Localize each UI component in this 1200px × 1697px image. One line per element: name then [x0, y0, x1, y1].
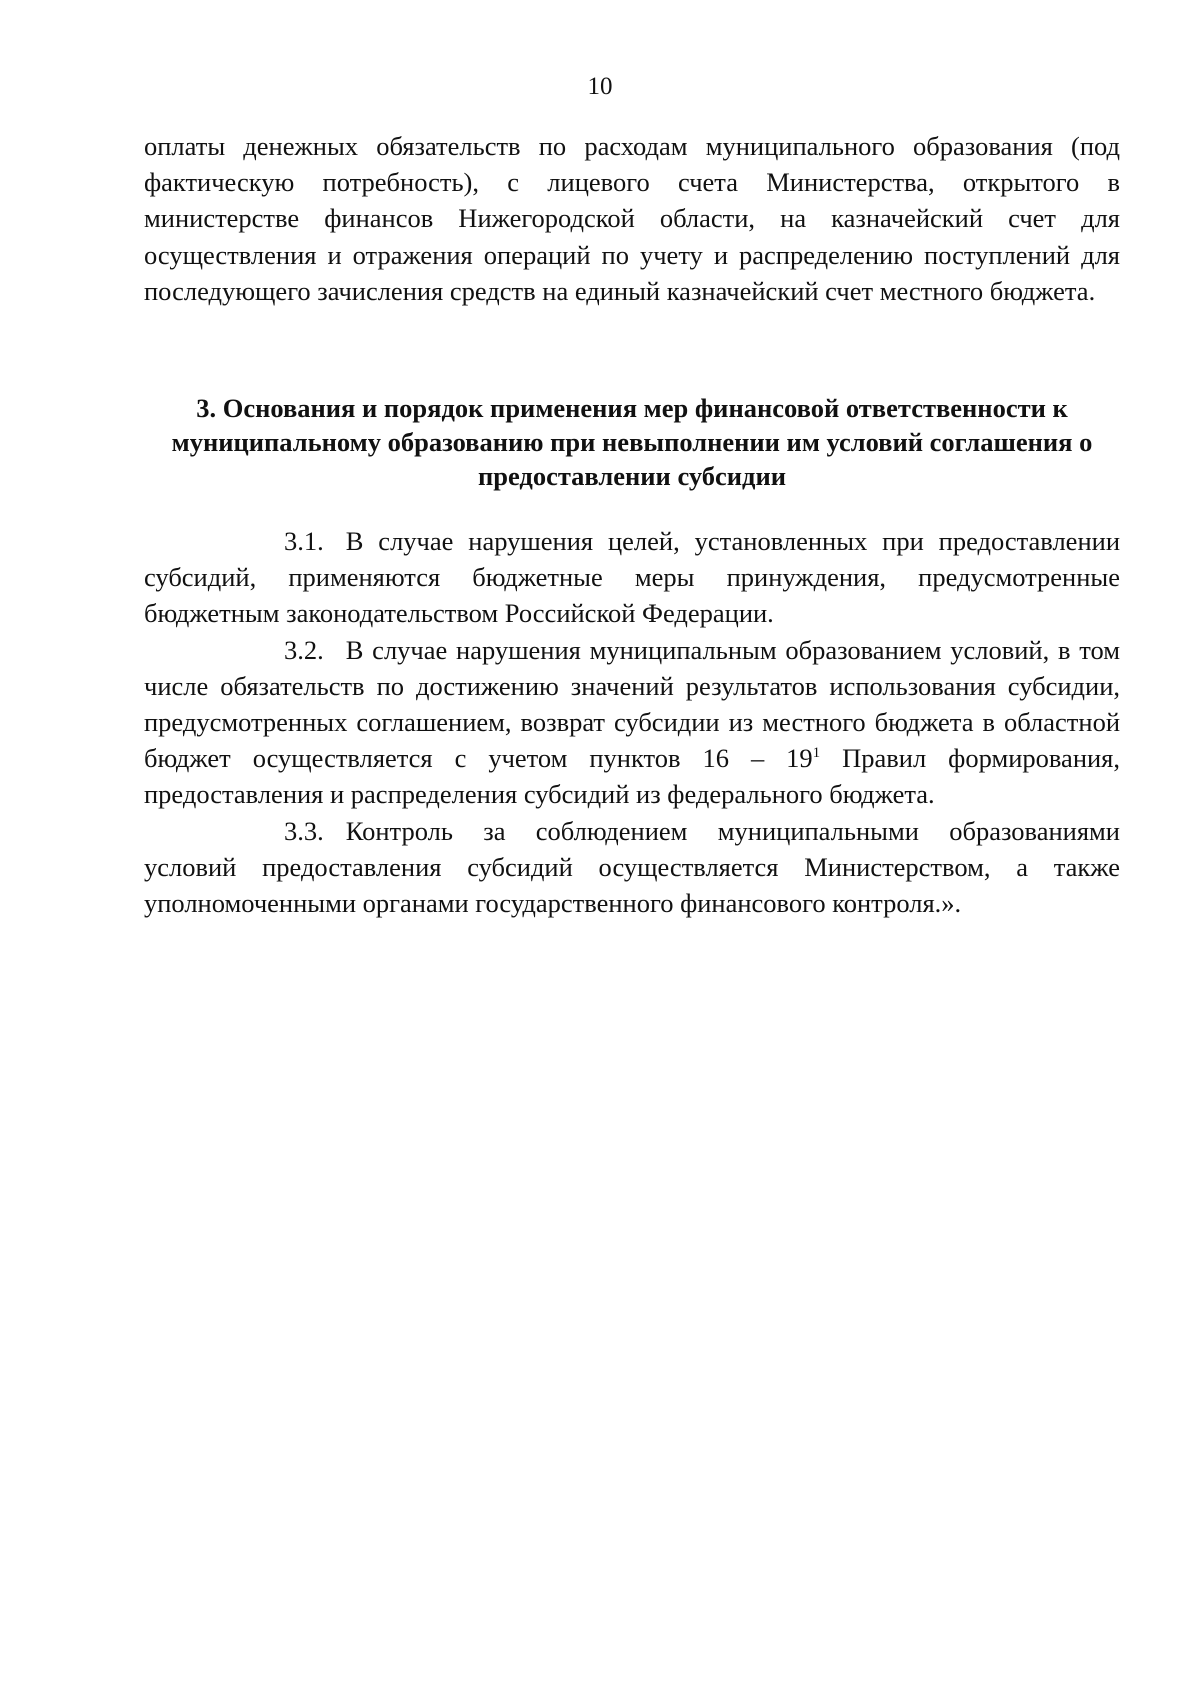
- clause-number: 3.3.: [284, 815, 324, 846]
- clauses-block: [144, 523, 1120, 921]
- intro-paragraph: оплаты денежных обязательств по расходам муниципального образования (под фактическую потребность), с лицевого счета Министерства, открытого в министерстве финансов Нижегородской области, на казначейский счет для осуществления и отражения операций по учету и распределению поступлений для последующего зачисления средств на единый казначейский счет местного бюджета.: [144, 131, 1120, 306]
- clause-3-3: [144, 813, 1120, 922]
- clause-3-1: [144, 523, 1120, 632]
- section-heading: 3. Основания и порядок применения мер финансовой ответственности к муниципальному образованию при невыполнении им условий соглашения о предоставлении субсидии: [171, 393, 1093, 491]
- clause-number: 3.2.: [284, 634, 324, 665]
- intro-paragraph-block: [144, 128, 1120, 309]
- clause-3-2: [144, 632, 1120, 813]
- footnote-superscript: 1: [812, 745, 821, 762]
- clause-text-after: Правил формирования, предоставления и распределения субсидий из федерального бюджета.: [144, 743, 1120, 810]
- clause-text-before: В случае нарушения муниципальным образованием условий, в том числе обязательств по достижению значений результатов использования субсидии, предусмотренных соглашением, возврат субсидии из местного бюджета в областной бюджет осуществляется с учетом пунктов 16 – 19: [144, 634, 1120, 774]
- page-number: 10: [587, 73, 613, 100]
- clause-number: 3.1.: [284, 526, 324, 556]
- clause-text: В случае нарушения целей, установленных при предоставлении субсидий, применяются бюджетные меры принуждения, предусмотренные бюджетным законодательством Российской Федерации.: [144, 526, 1120, 629]
- clause-text: Контроль за соблюдением муниципальными образованиями условий предоставления субсидий осуществляется Министерством, а также уполномоченными органами государственного финансового контроля.».: [144, 815, 1120, 919]
